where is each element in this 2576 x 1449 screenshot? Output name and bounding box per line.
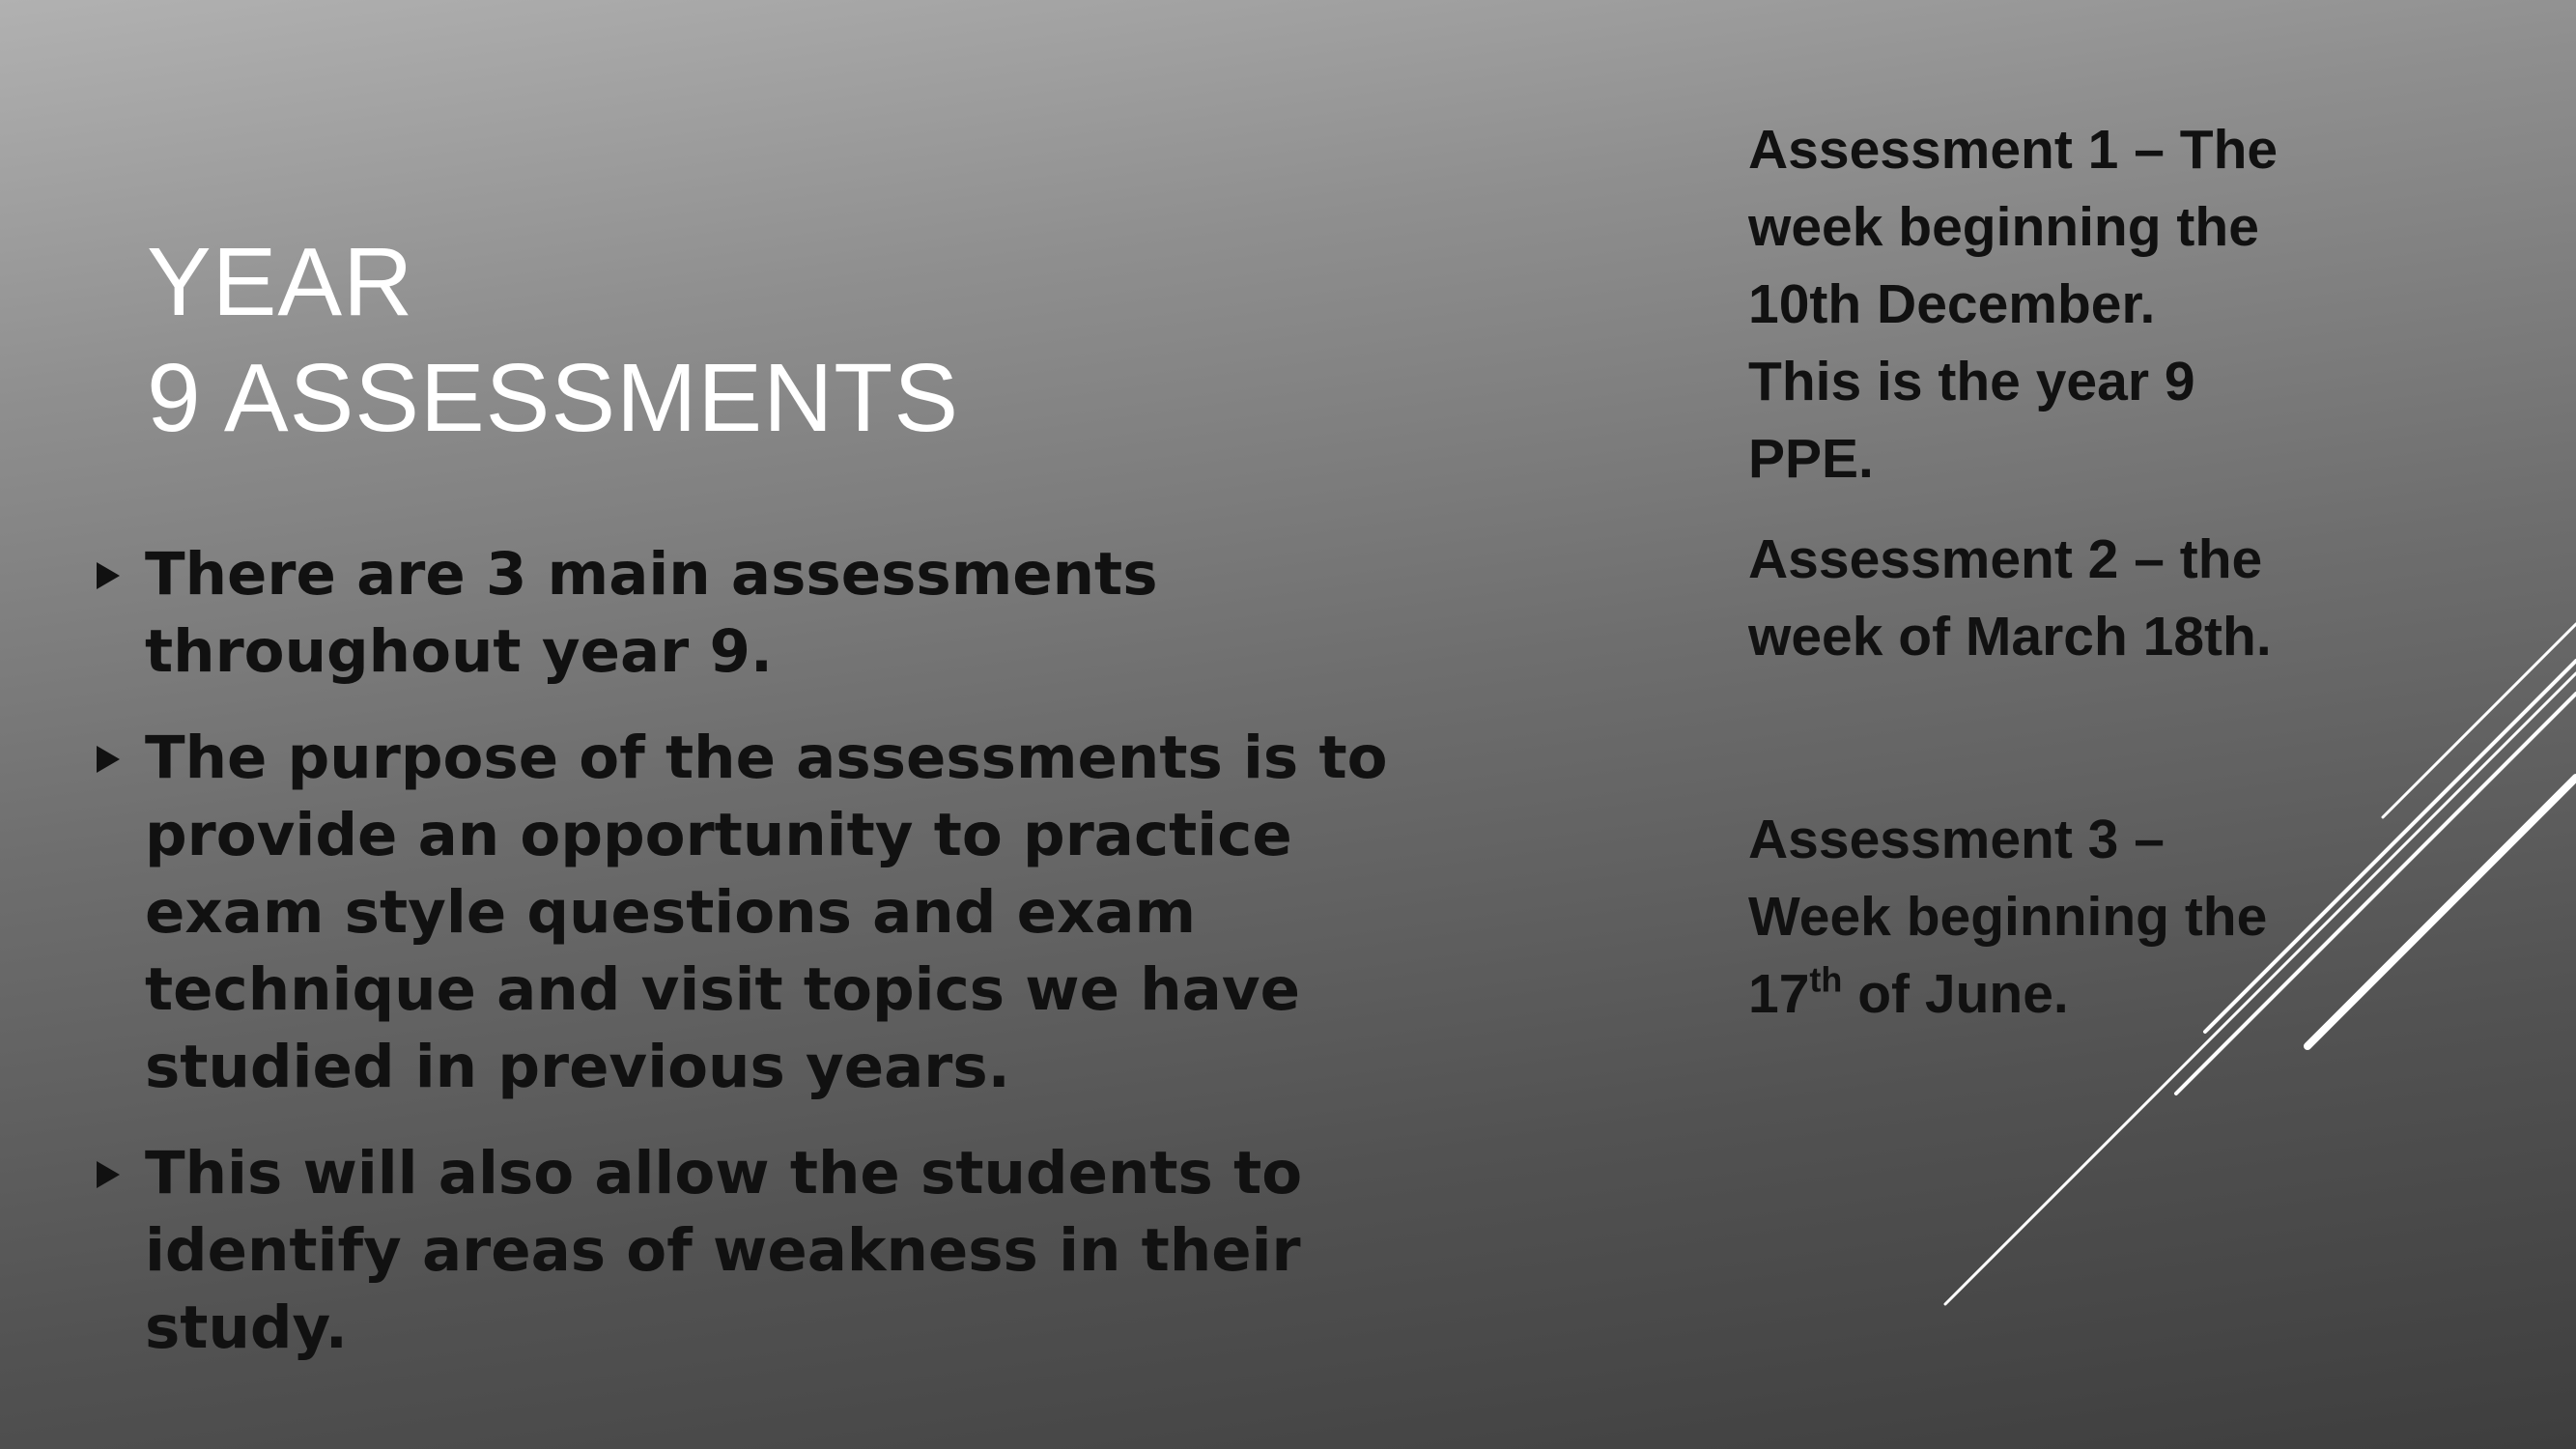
bullet-text: This will also allow the students to identify areas of weakness in their study. <box>145 1139 1303 1362</box>
bullet-text: There are 3 main assessments throughout year 9. <box>145 540 1158 686</box>
assessment-3-suffix: of June. <box>1842 963 2069 1025</box>
deco-line <box>1945 673 2576 1304</box>
title-line-2: 9 ASSESSMENTS <box>147 344 960 452</box>
assessment-3-prefix: Assessment 3 – Week beginning the 17 <box>1748 809 2268 1025</box>
deco-line <box>2307 778 2576 1046</box>
deco-line <box>2176 694 2576 1094</box>
assessment-2-text: Assessment 2 – the week of March 18th. <box>1748 528 2272 668</box>
bullet-text: The purpose of the assessments is to provide an opportunity to practice exam style questions and exam technique and visit topics we have studied in previous years. <box>145 724 1388 1101</box>
assessment-1-date: Assessment 1 – The week beginning the 10th December. <box>1748 119 2279 335</box>
title-line-1: YEAR <box>147 228 414 336</box>
assessment-1-note: This is the year 9 PPE. <box>1748 351 2195 490</box>
assessment-3-ordinal-suffix: th <box>1809 959 1843 1000</box>
deco-line <box>2205 661 2576 1032</box>
